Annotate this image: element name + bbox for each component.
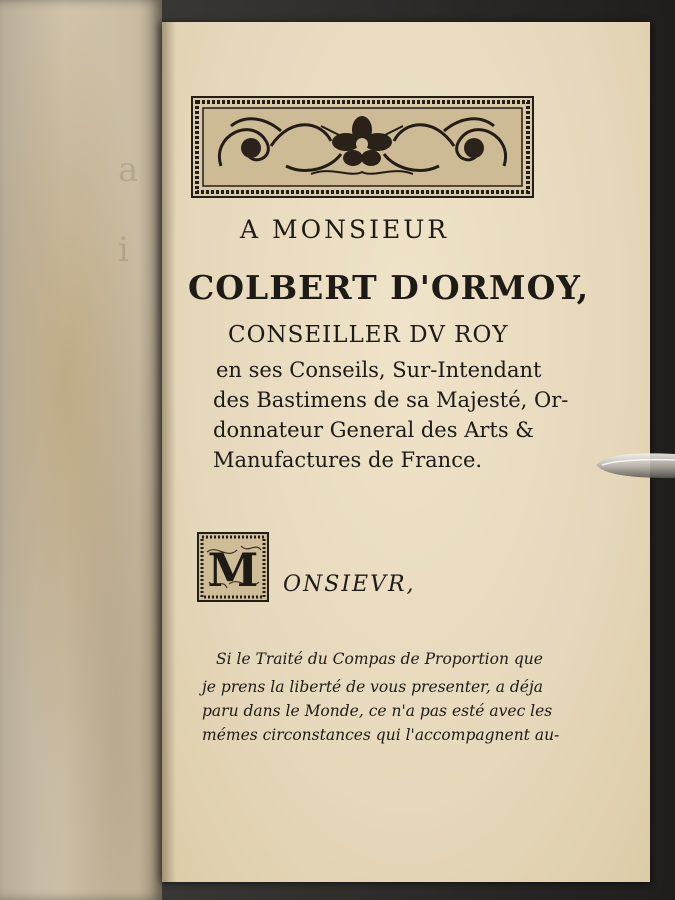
salutation: ONSIEVR, bbox=[283, 572, 416, 597]
body-text-line: je prens la liberté de vous presenter, a déja bbox=[202, 678, 544, 696]
dedicatee-office-line: en ses Conseils, Sur-Intendant bbox=[216, 358, 542, 382]
dedicatee-office-line: donnateur General des Arts & bbox=[213, 418, 534, 442]
decorated-initial-icon bbox=[197, 532, 269, 602]
body-text-line: Si le Traité du Compas de Proportion que bbox=[216, 650, 543, 668]
dedicatee-office-line: des Bastimens de sa Majesté, Or- bbox=[213, 388, 569, 412]
dedicatee-name: COLBERT D'ORMOY, bbox=[188, 268, 590, 307]
dedicatee-office-line: Manufactures de France. bbox=[213, 448, 483, 472]
page-gutter-shadow bbox=[162, 22, 176, 882]
body-text-line: mémes circonstances qui l'accompagnent au- bbox=[202, 726, 560, 744]
body-text-line: paru dans le Monde, ce n'a pas esté avec les bbox=[202, 702, 553, 720]
dropcap-letter: M bbox=[207, 543, 259, 597]
left-page-bleed-through: i bbox=[118, 230, 129, 270]
left-page bbox=[0, 0, 162, 900]
ornament-headpiece-icon bbox=[191, 96, 534, 198]
bookmark-clip-icon bbox=[596, 448, 675, 482]
dedicatee-title: CONSEILLER DV ROY bbox=[228, 322, 509, 348]
dedication-heading: A MONSIEUR bbox=[240, 215, 450, 244]
left-page-bleed-through: a bbox=[118, 150, 139, 190]
